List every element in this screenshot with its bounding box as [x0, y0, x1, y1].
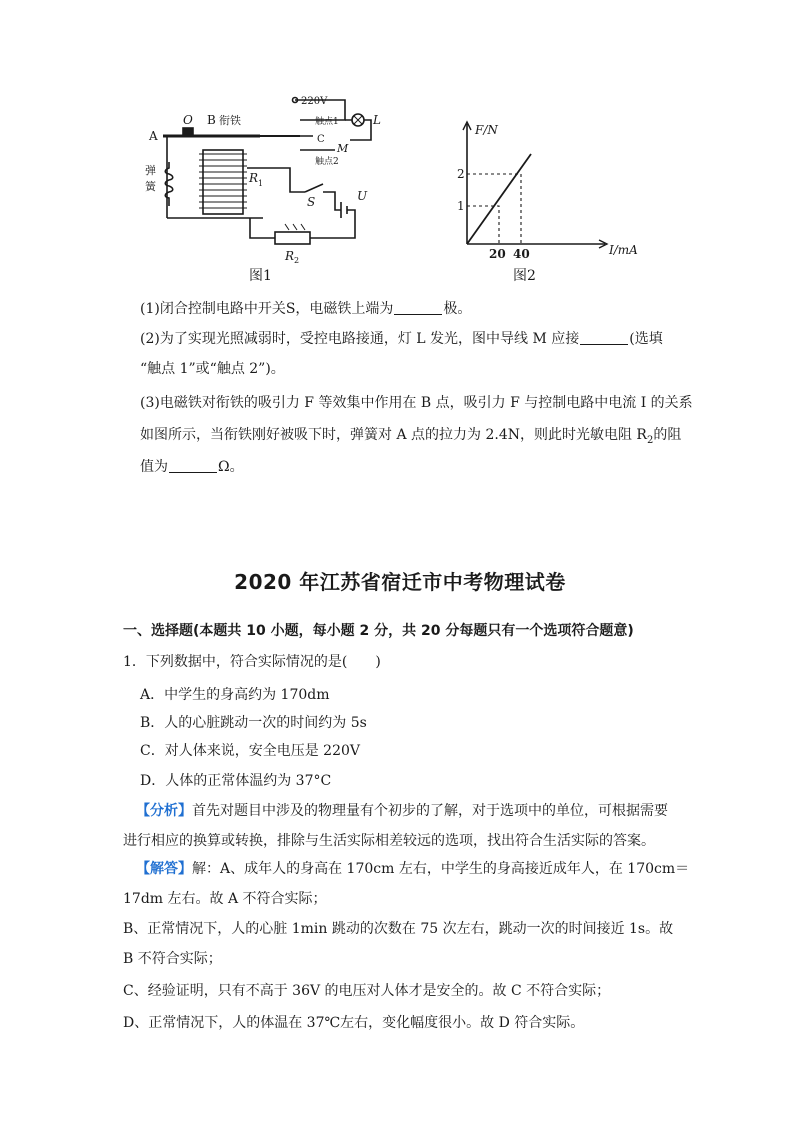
circuit-svg — [145, 92, 385, 264]
answer-blank-2 — [580, 330, 628, 345]
q1-after: 极。 — [443, 301, 472, 317]
answer-blank-3 — [169, 458, 217, 473]
q3-r2-subscript: 2 — [646, 434, 654, 446]
q3-line2-after: 的阻 — [653, 427, 682, 443]
label-contact-1: 触点1 — [315, 117, 339, 127]
answer-line-5: C、经验证明，只有不高于 36V 的电压对人体才是安全的。故 C 不符合实际； — [123, 983, 611, 999]
label-spring-top: 弹 — [145, 164, 156, 177]
x-axis-label: I/mA — [609, 243, 638, 257]
label-m: M — [337, 142, 349, 155]
label-c: C — [317, 134, 325, 145]
label-a: A — [149, 129, 158, 143]
question-3-line-3 — [140, 456, 244, 476]
q3-line2-before: 如图所示，当衔铁刚好被吸下时，弹簧对 A 点的拉力为 2.4N，则此时光敏电阻 R — [140, 427, 647, 443]
answer-line-3: B、正常情况下，人的心脏 1min 跳动的次数在 75 次左右，跳动一次的时间接近 1s。故 — [123, 921, 674, 937]
label-220v: 220V — [301, 96, 328, 107]
label-r1-sub: 1 — [258, 179, 264, 188]
answer-line-2: 17dm 左右。故 A 不符合实际； — [123, 891, 327, 907]
label-r1: R — [249, 171, 259, 185]
figure-1-caption: 图1 — [249, 268, 272, 284]
label-u: U — [357, 189, 368, 203]
answer-text-1: 解：A、成年人的身高在 170cm 左右，中学生的身高接近成年人，在 170cm＝ — [192, 861, 690, 877]
q2-after: (选填 — [629, 331, 663, 347]
question-1-stem: 1．下列数据中，符合实际情况的是( ) — [123, 654, 381, 670]
x-tick-20: 20 — [489, 247, 506, 260]
label-b: B — [207, 113, 216, 127]
question-1-text — [140, 298, 471, 318]
answer-line-1 — [136, 858, 689, 878]
question-2-line-1 — [140, 328, 663, 348]
q3-line3-before: 值为 — [140, 459, 168, 475]
option-b: B．人的心脏跳动一次的时间约为 5s — [140, 715, 367, 731]
y-tick-2: 2 — [457, 167, 465, 181]
answer-blank-1 — [394, 300, 442, 315]
option-a: A．中学生的身高约为 170dm — [140, 687, 330, 703]
analysis-line-2: 进行相应的换算或转换，排除与生活实际相差较远的选项，找出符合生活实际的答案。 — [123, 833, 655, 849]
figure-2-caption: 图2 — [513, 268, 536, 284]
answer-line-6: D、正常情况下，人的体温在 37℃左右，变化幅度很小。故 D 符合实际。 — [123, 1015, 585, 1031]
analysis-text-1: 首先对题目中涉及的物理量有个初步的了解，对于选项中的单位，可根据需要 — [192, 803, 668, 819]
q3-line3-after: Ω。 — [218, 459, 244, 475]
figure-2-graph — [445, 118, 645, 260]
x-tick-40: 40 — [513, 247, 530, 260]
exam-title: 2020 年江苏省宿迁市中考物理试卷 — [234, 570, 566, 594]
label-o: O — [183, 113, 193, 127]
question-3-line-1: (3)电磁铁对衔铁的吸引力 F 等效集中作用在 B 点，吸引力 F 与控制电路中电流 I 的关系 — [140, 395, 693, 411]
q1-before: (1)闭合控制电路中开关S，电磁铁上端为 — [140, 301, 394, 317]
analysis-line-1 — [136, 800, 668, 820]
label-l: L — [373, 113, 381, 127]
option-c: C．对人体来说，安全电压是 220V — [140, 743, 360, 759]
answer-tag: 【解答】 — [136, 861, 192, 877]
label-s: S — [307, 195, 316, 209]
label-r2: R — [285, 249, 295, 263]
y-tick-1: 1 — [457, 199, 465, 213]
label-armature: 衔铁 — [219, 114, 241, 127]
option-d: D．人体的正常体温约为 37°C — [140, 773, 332, 789]
figure-1-circuit-diagram — [145, 92, 385, 264]
analysis-tag: 【分析】 — [136, 803, 192, 819]
y-axis-label: F/N — [475, 123, 498, 137]
label-r2-sub: 2 — [294, 256, 300, 264]
section-heading: 一、选择题(本题共 10 小题，每小题 2 分，共 20 分每题只有一个选项符合题意) — [123, 623, 634, 639]
question-2-line-2: “触点 1”或“触点 2”)。 — [140, 361, 285, 377]
answer-line-4: B 不符合实际； — [123, 951, 222, 967]
q2-before: (2)为了实现光照减弱时，受控电路接通，灯 L 发光，图中导线 M 应接 — [140, 331, 580, 347]
graph-svg — [445, 118, 645, 260]
question-3-line-2 — [140, 424, 681, 446]
label-contact-2: 触点2 — [315, 157, 339, 167]
label-spring-bottom: 簧 — [145, 180, 156, 193]
